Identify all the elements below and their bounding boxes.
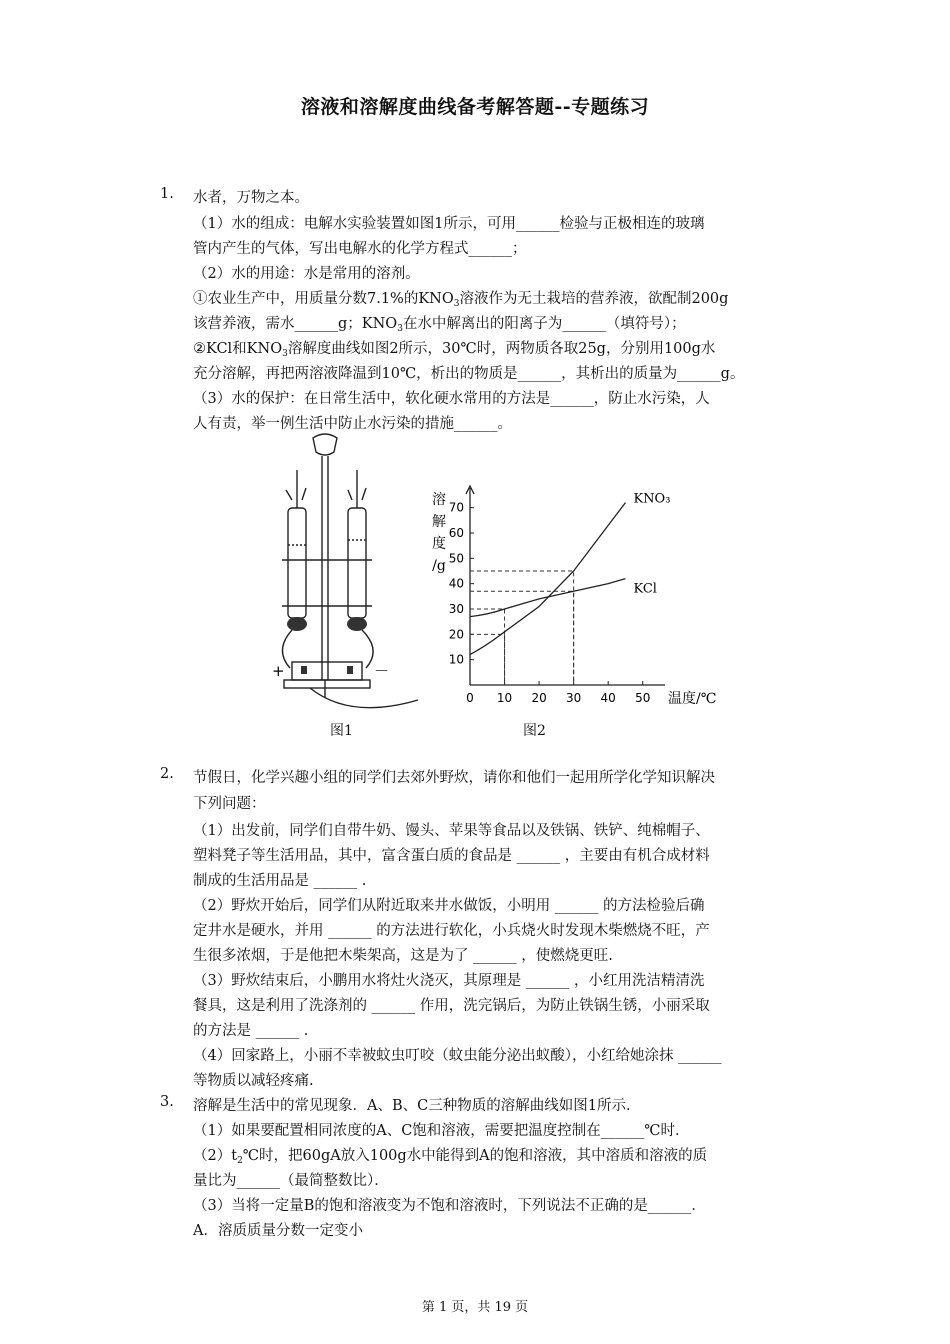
series-label: KNO₃ [633, 491, 671, 507]
guide-line [470, 609, 505, 685]
question-number: 1. [160, 186, 174, 202]
positive-terminal-label: + [272, 662, 285, 680]
x-tick-label: 40 [600, 691, 616, 705]
q2-line: （3）野炊结束后，小鹏用水将灶火浇灭，其原理是 ______ ，小红用洗洁精清洗 [193, 973, 705, 989]
q1-line: 充分溶解，再把两溶液降温到10℃，析出的物质是______，其析出的质量为______g。 [193, 366, 745, 382]
guide-line [470, 634, 505, 685]
y-tick-label: 10 [448, 652, 464, 667]
q2-line: 下列问题： [193, 796, 266, 812]
y-tick-label: 50 [448, 551, 464, 566]
question-number: 3. [160, 1094, 174, 1110]
q2-line: 节假日，化学兴趣小组的同学们去郊外野炊，请你和他们一起用所学化学知识解决 [193, 770, 715, 786]
q3-line: $(2)t_2℃$时，把60gA放入100g水中能得到A的饱和溶液，其中溶质和溶液的质 [193, 1148, 708, 1166]
y-axis-label: 解 [432, 514, 446, 530]
q3-line: （3）当将一定量B的饱和溶液变为不饱和溶液时，下列说法不正确的是______． [193, 1198, 706, 1214]
x-tick-label: 10 [496, 691, 513, 705]
q2-line: 餐具，这是利用了洗涤剂的 ______ 作用，洗完锅后，为防止铁锅生锈，小丽采取 [193, 998, 710, 1014]
q1-line: 水者，万物之本。 [193, 190, 309, 206]
q2-line: 生很多浓烟，于是他把木柴架高，这是为了 ______ ，使燃烧更旺. [193, 948, 613, 964]
y-tick-label: 40 [448, 576, 464, 591]
x-tick-label: 30 [565, 691, 582, 705]
q1-line: 管内产生的气体，写出电解水的化学方程式______； [193, 241, 527, 257]
q1-line: 该营养液，需水______g；$KNO_3$在水中解离出的阳离子为______（填符号）； [193, 316, 686, 334]
page-footer: 第 1 页，共 19 页 [421, 1300, 529, 1315]
y-tick-label: 60 [448, 526, 464, 540]
x-axis-label: 温度/℃ [668, 691, 717, 707]
y-tick-label: 70 [448, 500, 464, 515]
negative-terminal-label: － [374, 662, 390, 680]
y-axis-label: 度 [432, 536, 446, 552]
figure-1-caption: 图1 [330, 723, 353, 739]
q2-line: （2）野炊开始后，同学们从附近取来井水做饭，小明用 ______ 的方法检验后确 [193, 898, 705, 914]
question-number: 2. [160, 766, 174, 782]
x-tick-label: 50 [635, 691, 651, 705]
y-axis-label: 溶 [432, 492, 446, 508]
q2-line: （1）出发前，同学们自带牛奶、馒头、苹果等食品以及铁锅、铁铲、纯棉帽子、 [193, 823, 710, 839]
figure-2-caption: 图2 [523, 723, 546, 739]
q1-line: ②KCl和$KNO_3$溶解度曲线如图2所示，30℃时，两物质各取25g，分别用100g水 [193, 341, 716, 359]
q2-line: 制成的生活用品是 ______ . [193, 873, 367, 889]
q3-line: （1）如果要配置相同浓度的A、C饱和溶液，需要把温度控制在______℃时． [193, 1123, 690, 1139]
q2-line: 定井水是硬水，并用 ______ 的方法进行软化，小兵烧火时发现木柴燃烧不旺，产 [193, 923, 710, 939]
q1-line: （2）水的用途：水是常用的溶剂。 [193, 266, 420, 282]
q1-line: 人有责，举一例生活中防止水污染的措施______。 [193, 416, 512, 432]
series-line-kno3 [470, 503, 625, 655]
guide-line [470, 571, 574, 685]
y-axis-label: /g [432, 558, 446, 574]
guide-line [470, 591, 574, 685]
series-line-kcl [470, 579, 625, 617]
q3-line: A．溶质质量分数一定变小 [193, 1223, 363, 1239]
solubility-chart [425, 480, 717, 710]
q2-line: 的方法是 ______ . [193, 1023, 309, 1039]
x-tick-label: 0 [466, 691, 474, 705]
y-tick-label: 20 [448, 627, 464, 642]
q3-line: 量比为______（最简整数比）． [193, 1173, 389, 1189]
q2-line: 塑料凳子等生活用品，其中，富含蛋白质的食品是 ______ ，主要由有机合成材料 [193, 848, 710, 864]
page-title: 溶液和溶解度曲线备考解答题--专题练习 [300, 96, 650, 118]
electrolysis-apparatus-figure [270, 430, 420, 710]
q2-line: 等物质以减轻疼痛. [193, 1073, 314, 1089]
q2-line: （4）回家路上，小丽不幸被蚊虫叮咬（蚊虫能分泌出蚁酸），小红给她涂抹 ______ [193, 1048, 722, 1064]
q1-line: （3）水的保护：在日常生活中，软化硬水常用的方法是______，防止水污染，人 [193, 391, 710, 407]
q3-line: 溶解是生活中的常见现象．A、B、C三种物质的溶解曲线如图1所示． [193, 1098, 641, 1114]
x-tick-label: 20 [531, 691, 547, 705]
q1-line: （1）水的组成：电解水实验装置如图1所示，可用______检验与正极相连的玻璃 [193, 216, 705, 232]
q1-line: ①农业生产中，用质量分数7.1%的$KNO_3$溶液作为无土栽培的营养液，欲配制200g [193, 291, 729, 309]
series-label: KCl [633, 581, 657, 597]
y-tick-label: 30 [448, 602, 464, 616]
